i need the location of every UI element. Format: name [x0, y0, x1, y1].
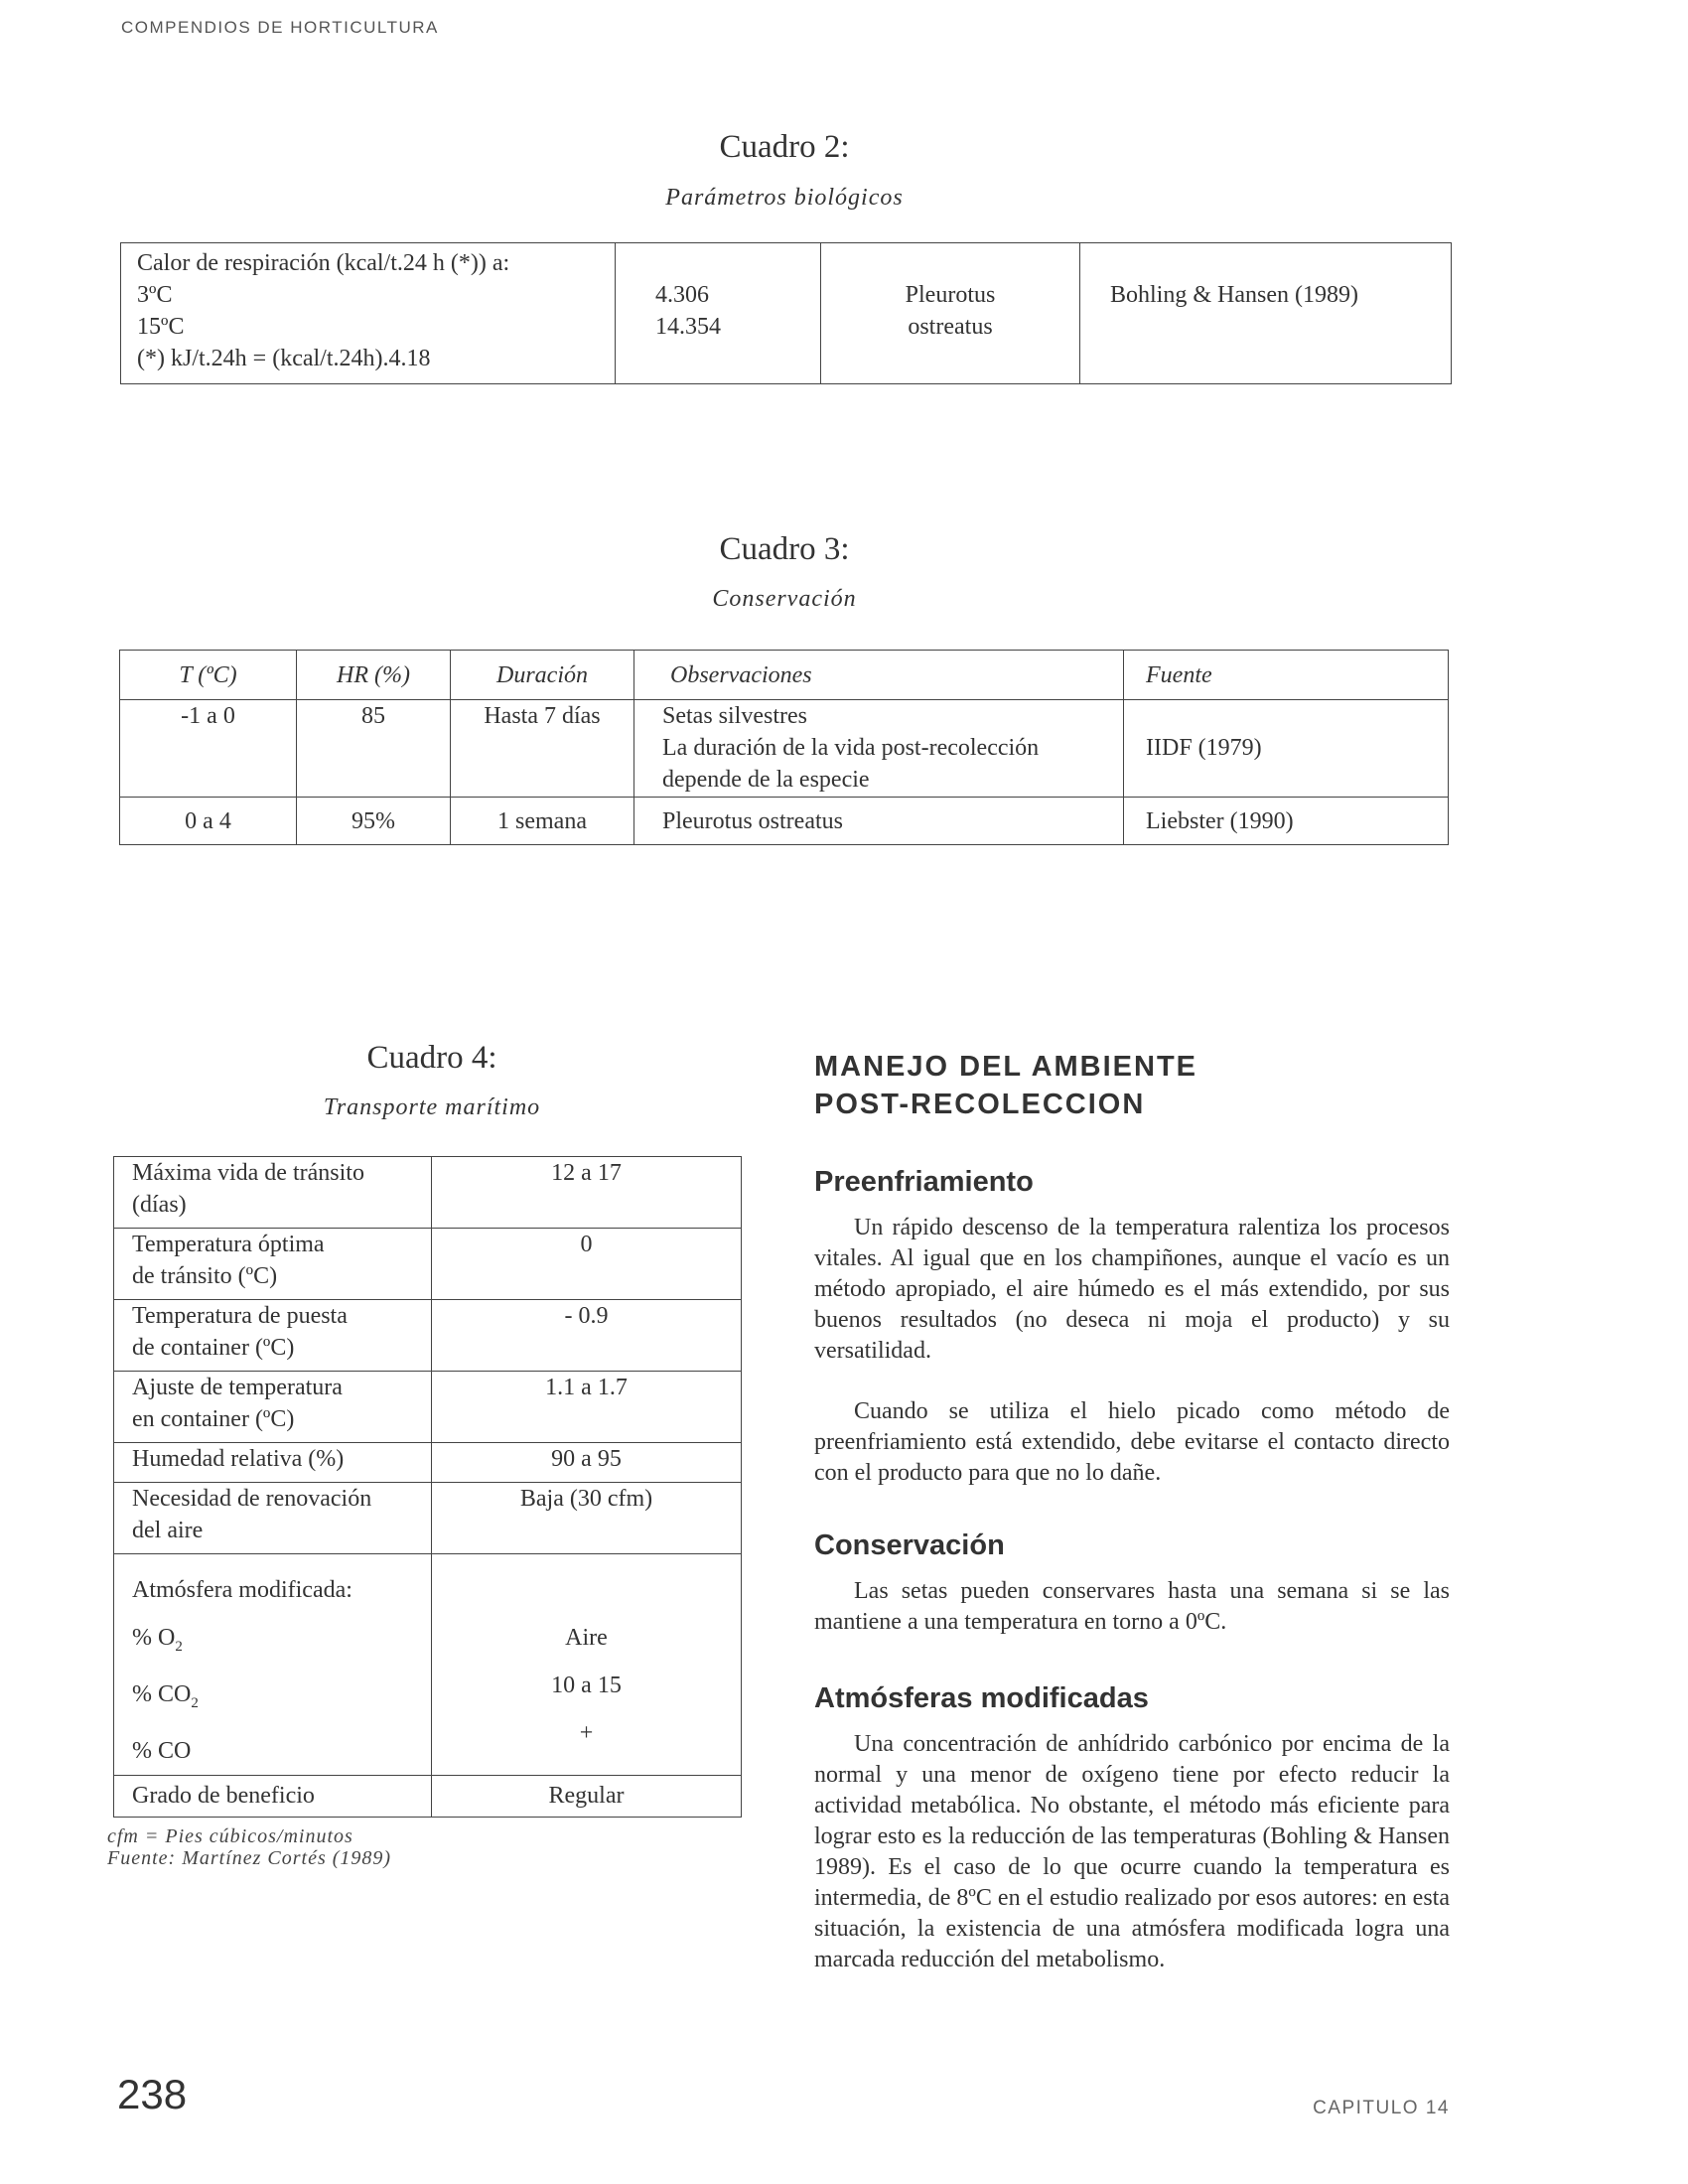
cell-duracion: Hasta 7 días: [451, 700, 634, 798]
col-header-fuente: Fuente: [1124, 651, 1449, 700]
cuadro2-title: Cuadro 2:: [719, 129, 850, 165]
row-label: [114, 1483, 432, 1554]
cuadro4-table: [113, 1156, 742, 1818]
o2-value: Aire: [565, 1625, 608, 1651]
paragraph: Las setas pueden conservares hasta una semana si se las mantiene a una temperatura en torno a 0ºC.: [814, 1578, 1450, 1635]
preenfriamiento-section: [814, 1166, 1450, 1489]
section-heading: [814, 1048, 1197, 1123]
row-value: 1.1 a 1.7: [432, 1372, 742, 1443]
col-header-t: T (ºC): [120, 651, 297, 700]
running-head: COMPENDIOS DE HORTICULTURA: [121, 18, 439, 37]
o2-subscript: 2: [175, 1638, 183, 1655]
cuadro2-source-cell: [1080, 243, 1452, 384]
cuadro4-notes: [107, 1825, 391, 1869]
label-line: de tránsito (ºC): [132, 1263, 278, 1289]
cell-fuente: Liebster (1990): [1124, 798, 1449, 845]
cell-fuente: IIDF (1979): [1124, 700, 1449, 798]
subheading: Preenfriamiento: [814, 1166, 1034, 1198]
subheading: Conservación: [814, 1529, 1005, 1561]
obs-line: depende de la especie: [662, 767, 870, 793]
atmosfera-values: [432, 1554, 742, 1776]
row-label: [114, 1443, 432, 1483]
param-line: 15ºC: [137, 314, 185, 340]
cell-t: -1 a 0: [120, 700, 297, 798]
param-line: 3ºC: [137, 282, 173, 308]
row-label: [114, 1157, 432, 1229]
table-row: [120, 798, 1449, 845]
o2-text: % O: [132, 1625, 176, 1651]
row-value: - 0.9: [432, 1300, 742, 1372]
co2-subscript: 2: [191, 1694, 199, 1711]
paragraph: Cuando se utiliza el hielo picado como método de preenfriamiento está extendido, debe evitarse el contacto directo con el producto para que no lo dañe.: [814, 1398, 1450, 1486]
source-text: Bohling & Hansen (1989): [1110, 282, 1358, 308]
row-label: [114, 1229, 432, 1300]
table-row: [114, 1372, 742, 1443]
paragraph: Una concentración de anhídrido carbónico por encima de la normal y una menor de oxígeno tiene por efecto reducir la actividad metabólica. No obstante, el método más eficiente para lograr esto es la reducción de las temperaturas (Bohling & Hansen 1989). Es el caso de lo que ocurre cuando la temperatura es intermedia, de 8ºC en el estudio realizado por esos autores: en esta situación, la existencia de una atmósfera modificada logra una marcada reducción del metabolismo.: [814, 1731, 1450, 1972]
cuadro2-table: [120, 242, 1452, 384]
row-label: [114, 1300, 432, 1372]
table-row: [114, 1229, 742, 1300]
table-row: [114, 1300, 742, 1372]
cuadro4-subtitle: Transporte marítimo: [323, 1094, 541, 1120]
col-header-hr: HR (%): [297, 651, 451, 700]
species-line: Pleurotus: [905, 282, 996, 308]
heading-line: MANEJO DEL AMBIENTE: [814, 1051, 1198, 1083]
atmosfera-row: [114, 1554, 742, 1776]
cuadro3-subtitle: Conservación: [712, 586, 857, 612]
cuadro2-species-cell: [821, 243, 1080, 384]
conservacion-section: [814, 1529, 1450, 1638]
param-line: (*) kJ/t.24h = (kcal/t.24h).4.18: [137, 346, 431, 371]
atmosferas-section: [814, 1682, 1450, 1975]
cell-hr: 85: [297, 700, 451, 798]
label-line: (días): [132, 1192, 187, 1218]
co2-text: % CO: [132, 1680, 192, 1707]
o2-label: [132, 1614, 415, 1671]
co2-value: 10 a 15: [551, 1673, 622, 1698]
atmosfera-label: Atmósfera modificada:: [132, 1577, 352, 1603]
label-line: Humedad relativa (%): [132, 1446, 345, 1472]
table-row: [114, 1443, 742, 1483]
label-line: Ajuste de temperatura: [132, 1375, 343, 1400]
table-row: [120, 700, 1449, 798]
cuadro3-table: [119, 650, 1449, 845]
row-value: 12 a 17: [432, 1157, 742, 1229]
chapter-label: CAPITULO 14: [1313, 2098, 1450, 2118]
row-value: Baja (30 cfm): [432, 1483, 742, 1554]
param-line: Calor de respiración (kcal/t.24 h (*)) a:: [137, 250, 510, 276]
note-line: cfm = Pies cúbicos/minutos: [107, 1825, 353, 1847]
cell-duracion: 1 semana: [451, 798, 634, 845]
cell-t: 0 a 4: [120, 798, 297, 845]
cuadro4-title: Cuadro 4:: [366, 1040, 497, 1076]
row-label: [114, 1372, 432, 1443]
co-value: +: [579, 1720, 594, 1746]
table-row: [114, 1775, 742, 1817]
cell-hr: 95%: [297, 798, 451, 845]
value-15c: 14.354: [655, 314, 721, 340]
col-header-observaciones: Observaciones: [634, 651, 1124, 700]
label-line: en container (ºC): [132, 1406, 295, 1432]
paragraph: Un rápido descenso de la temperatura ralentiza los procesos vitales. Al igual que en los champiñones, aunque el vacío es un método apropiado, el aire húmedo es el más extendido, por sus buenos resultados (no deseca ni moja el producto) y su versatilidad.: [814, 1215, 1450, 1364]
note-line: Fuente: Martínez Cortés (1989): [107, 1847, 392, 1869]
label-line: Temperatura óptima: [132, 1232, 325, 1257]
obs-line: La duración de la vida post-recolección: [662, 735, 1040, 761]
page-number: 238: [117, 2071, 188, 2117]
atmosfera-labels: [114, 1554, 432, 1776]
label-line: de container (ºC): [132, 1335, 295, 1361]
label-line: Temperatura de puesta: [132, 1303, 348, 1329]
table-header-row: [120, 651, 1449, 700]
cuadro2-parameter-cell: [121, 243, 616, 384]
label-line: Máxima vida de tránsito: [132, 1160, 364, 1186]
row-value: 0: [432, 1229, 742, 1300]
grado-label: Grado de beneficio: [114, 1775, 432, 1817]
label-line: del aire: [132, 1518, 204, 1543]
obs-line: Setas silvestres: [662, 703, 807, 729]
table-row: [121, 243, 1452, 384]
value-3c: 4.306: [655, 282, 709, 308]
cuadro2-values-cell: [616, 243, 821, 384]
label-line: Necesidad de renovación: [132, 1486, 372, 1512]
co2-label: [132, 1671, 415, 1727]
row-value: 90 a 95: [432, 1443, 742, 1483]
cuadro3-title: Cuadro 3:: [719, 531, 850, 567]
co-label: % CO: [132, 1737, 192, 1764]
table-row: [114, 1483, 742, 1554]
cuadro2-subtitle: Parámetros biológicos: [665, 185, 904, 211]
subheading: Atmósferas modificadas: [814, 1682, 1149, 1714]
table-row: [114, 1157, 742, 1229]
col-header-duracion: Duración: [451, 651, 634, 700]
heading-line: POST-RECOLECCION: [814, 1089, 1146, 1120]
cell-observaciones: Pleurotus ostreatus: [634, 798, 1124, 845]
cell-observaciones: [634, 700, 1124, 798]
species-line: ostreatus: [908, 314, 993, 340]
grado-value: Regular: [432, 1775, 742, 1817]
